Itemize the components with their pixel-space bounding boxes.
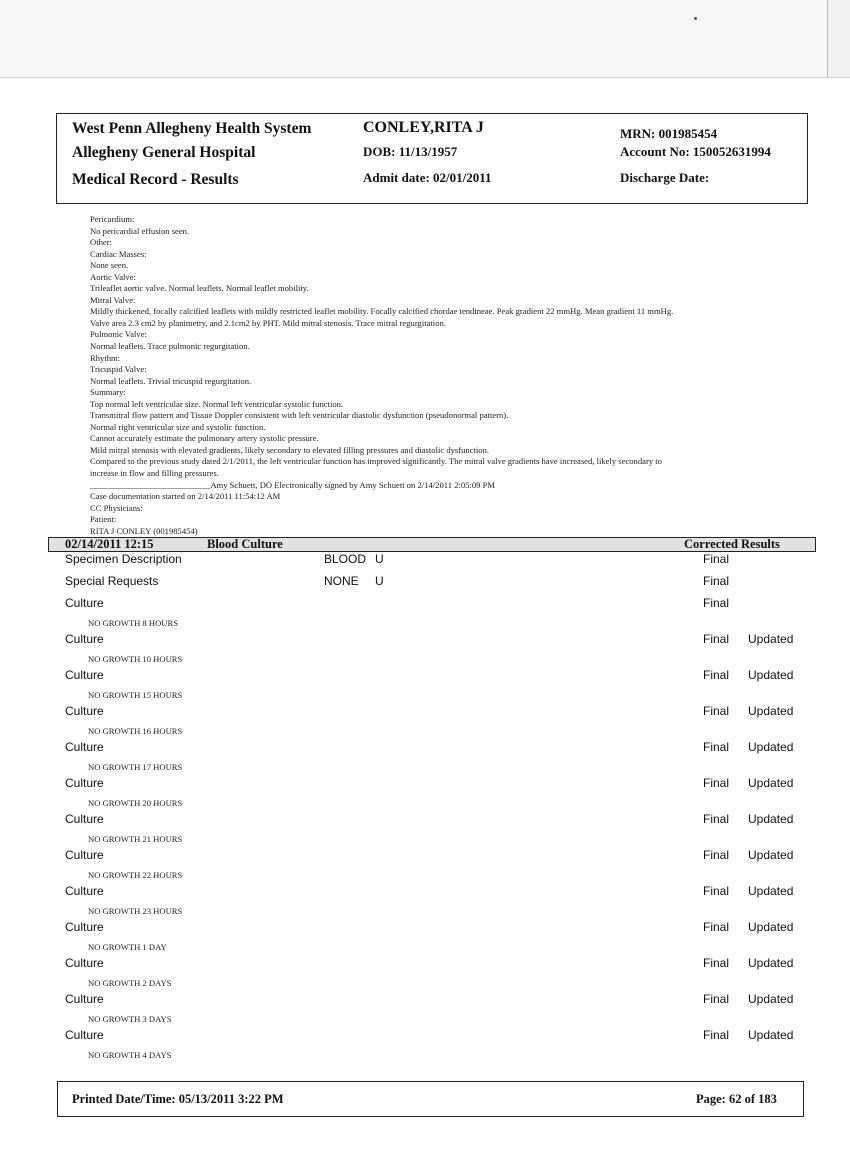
culture-note: NO GROWTH 8 HOURS [88, 618, 178, 628]
narrative-line: Normal leaflets. Trace pulmonic regurgitation. [90, 341, 250, 352]
result-update-flag: Updated [748, 848, 794, 862]
account-number: Account No: 150052631994 [620, 144, 771, 159]
record-header [56, 113, 808, 204]
result-final-status: Final [703, 920, 730, 934]
result-update-flag: Updated [748, 1028, 794, 1042]
result-row [0, 1028, 850, 1044]
patient-name: CONLEY,RITA J [363, 119, 484, 136]
culture-note: NO GROWTH 21 HOURS [88, 834, 183, 844]
narrative-line: Case documentation started on 2/14/2011 11:54:12 AM [90, 491, 281, 502]
result-name: Special Requests [65, 574, 159, 588]
narrative-line: No pericardial effusion seen. [90, 225, 190, 236]
narrative-line: increase in flow and filling pressures. [90, 468, 219, 479]
result-row [0, 992, 850, 1008]
result-row [0, 812, 850, 828]
result-name: Culture [65, 1028, 104, 1042]
result-row [0, 632, 850, 648]
culture-note: NO GROWTH 4 DAYS [88, 1050, 172, 1060]
result-update-flag: Updated [748, 812, 794, 826]
record-type: Medical Record - Results [72, 171, 239, 188]
admit-date: Admit date: 02/01/2011 [363, 170, 492, 185]
narrative-line: Top normal left ventricular size. Normal left ventricular systolic function. [90, 398, 344, 409]
narrative-line: ____________________________Amy Schuett, DO Electronically signed by Amy Schuett on 2/14/2011 2:05:09 PM [90, 479, 495, 490]
narrative-line: Normal leaflets. Trivial tricuspid regurgitation. [90, 375, 252, 386]
narrative-line: Patient: [90, 514, 117, 525]
culture-note: NO GROWTH 10 HOURS [88, 654, 183, 664]
result-name: Culture [65, 884, 104, 898]
health-system-name: West Penn Allegheny Health System [72, 120, 312, 137]
result-final-status: Final [703, 668, 730, 682]
result-row [0, 668, 850, 684]
result-status: Corrected Results [684, 537, 780, 551]
result-test-name: Blood Culture [207, 537, 283, 551]
narrative-line: Other: [90, 237, 112, 248]
discharge-date: Discharge Date: [620, 170, 710, 185]
result-update-flag: Updated [748, 704, 794, 718]
narrative-line: Compared to the previous study dated 2/1/2011, the left ventricular function has improved significantly. The mitral valve gradients have increased, likely secondary to [90, 456, 662, 467]
scanner-edge [827, 0, 850, 77]
culture-note: NO GROWTH 22 HOURS [88, 870, 183, 880]
narrative-line: Mildly thickened, focally calcified leaflets with mildly restricted leaflet mobility. Focally calcified chordae tendineae. Peak gradient 22 mmHg. Mean gradient 11 mmHg. [90, 306, 674, 317]
culture-note: NO GROWTH 3 DAYS [88, 1014, 172, 1024]
mrn: MRN: 001985454 [620, 126, 718, 141]
result-final-status: Final [703, 992, 730, 1006]
scan-speck [694, 17, 697, 20]
result-flag: U [375, 552, 384, 566]
narrative-line: RITA J CONLEY (001985454) [90, 525, 198, 536]
culture-note: NO GROWTH 2 DAYS [88, 978, 172, 988]
result-final-status: Final [703, 552, 730, 566]
result-row [0, 552, 850, 568]
hospital-name: Allegheny General Hospital [72, 144, 256, 161]
result-name: Culture [65, 992, 104, 1006]
result-row [0, 884, 850, 900]
narrative-line: Tricuspid Valve: [90, 364, 147, 375]
result-section-header [48, 537, 816, 552]
narrative-line: Mitral Valve: [90, 294, 136, 305]
result-name: Culture [65, 632, 104, 646]
result-update-flag: Updated [748, 776, 794, 790]
culture-note: NO GROWTH 23 HOURS [88, 906, 183, 916]
result-row [0, 920, 850, 936]
result-final-status: Final [703, 596, 730, 610]
result-name: Culture [65, 812, 104, 826]
result-datetime: 02/14/2011 12:15 [65, 537, 154, 551]
result-final-status: Final [703, 740, 730, 754]
culture-note: NO GROWTH 1 DAY [88, 942, 167, 952]
narrative-line: Rhythm: [90, 352, 121, 363]
narrative-line: Transmitral flow pattern and Tissue Doppler consistent with left ventricular diastolic dysfunction (pseudonormal pattern). [90, 410, 509, 421]
result-final-status: Final [703, 632, 730, 646]
result-row [0, 596, 850, 612]
result-name: Culture [65, 956, 104, 970]
result-row [0, 704, 850, 720]
result-name: Culture [65, 920, 104, 934]
narrative-line: CC Physicians: [90, 502, 143, 513]
result-row [0, 776, 850, 792]
result-flag: U [375, 574, 384, 588]
result-final-status: Final [703, 848, 730, 862]
result-name: Culture [65, 668, 104, 682]
culture-note: NO GROWTH 16 HOURS [88, 726, 183, 736]
result-value: NONE [324, 574, 359, 588]
result-final-status: Final [703, 812, 730, 826]
result-row [0, 848, 850, 864]
result-name: Culture [65, 596, 104, 610]
result-update-flag: Updated [748, 992, 794, 1006]
narrative-line: Pulmonic Valve: [90, 329, 147, 340]
culture-note: NO GROWTH 17 HOURS [88, 762, 183, 772]
result-update-flag: Updated [748, 884, 794, 898]
narrative-line: Aortic Valve: [90, 271, 136, 282]
result-final-status: Final [703, 776, 730, 790]
result-row [0, 956, 850, 972]
result-final-status: Final [703, 704, 730, 718]
result-update-flag: Updated [748, 668, 794, 682]
patient-dob: DOB: 11/13/1957 [363, 144, 458, 159]
narrative-line: None seen. [90, 260, 129, 271]
result-final-status: Final [703, 884, 730, 898]
result-final-status: Final [703, 1028, 730, 1042]
result-name: Culture [65, 776, 104, 790]
result-name: Culture [65, 704, 104, 718]
narrative-line: Valve area 2.3 cm2 by planimetry, and 2.1cm2 by PHT. Mild mitral stenosis. Trace mitral regurgitation. [90, 317, 446, 328]
result-update-flag: Updated [748, 740, 794, 754]
printed-datetime: Printed Date/Time: 05/13/2011 3:22 PM [72, 1092, 284, 1106]
narrative-line: Trileaflet aortic valve. Normal leaflets. Normal leaflet mobility. [90, 283, 309, 294]
narrative-line: Cannot accurately estimate the pulmonary artery systolic pressure. [90, 433, 319, 444]
narrative-line: Pericardium: [90, 214, 135, 224]
result-update-flag: Updated [748, 920, 794, 934]
narrative-line: Mild mitral stenosis with elevated gradients, likely secondary to elevated filling pressures and diastolic dysfunction. [90, 444, 490, 455]
result-final-status: Final [703, 574, 730, 588]
page-footer [57, 1081, 804, 1117]
page-number: Page: 62 of 183 [696, 1092, 777, 1106]
narrative-line: Summary: [90, 387, 126, 398]
result-update-flag: Updated [748, 632, 794, 646]
culture-note: NO GROWTH 20 HOURS [88, 798, 183, 808]
result-final-status: Final [703, 956, 730, 970]
result-row [0, 574, 850, 590]
narrative-line: Cardiac Masses: [90, 248, 147, 259]
result-name: Culture [65, 740, 104, 754]
result-row [0, 740, 850, 756]
result-value: BLOOD [324, 552, 367, 566]
result-name: Specimen Description [65, 552, 182, 566]
result-name: Culture [65, 848, 104, 862]
culture-note: NO GROWTH 15 HOURS [88, 690, 183, 700]
narrative-line: Normal right ventricular size and systolic function. [90, 421, 266, 432]
result-update-flag: Updated [748, 956, 794, 970]
scanner-margin [0, 0, 850, 78]
echo-report-narrative [90, 214, 790, 537]
